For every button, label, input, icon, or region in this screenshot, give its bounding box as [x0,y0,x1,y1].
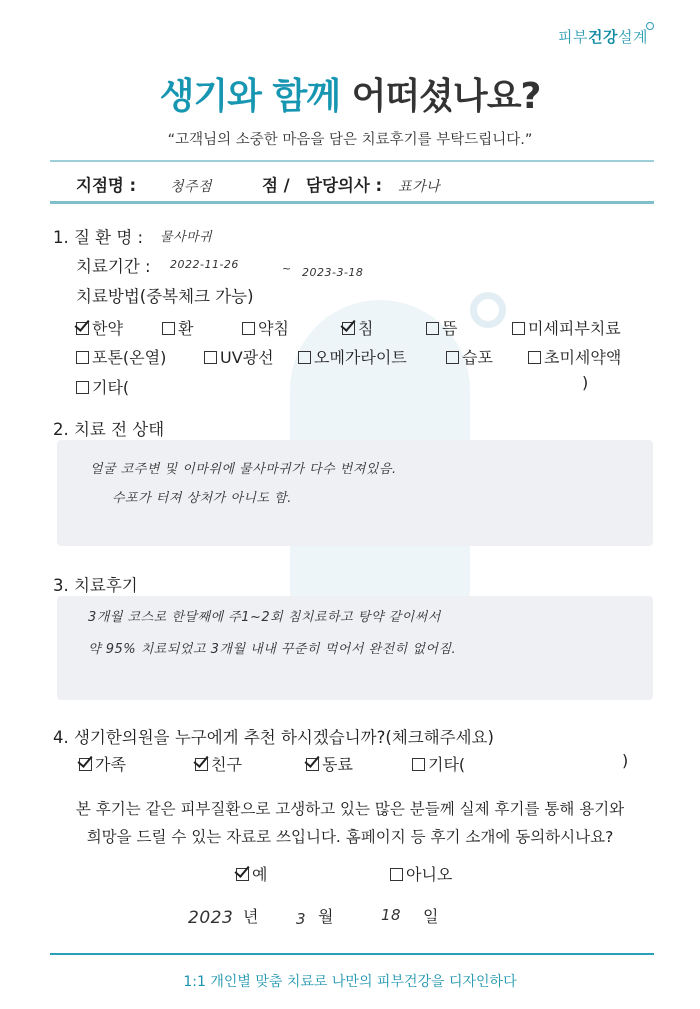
consent-line1: 본 후기는 같은 피부질환으로 고생하고 있는 많은 분들께 실제 후기를 통해 용기와 [75,800,625,818]
doctor-value: 표가나 [398,179,441,195]
section4-label: 4. 생기한의원을 누구에게 추천 하시겠습니까?(체크해주세요) [53,728,494,747]
footer-slogan: 1:1 개인별 맞춤 치료로 나만의 피부건강을 디자인하다 [183,974,517,990]
disease-value: 물사마귀 [160,230,213,245]
consent-line2: 희망을 드릴 수 있는 자료로 쓰입니다. 홈페이지 등 후기 소개에 동의하시나요? [86,828,614,846]
date-day-value: 18 [381,906,402,924]
date-day-label: 일 [423,907,439,926]
checkbox-checked-icon[interactable] [195,758,208,771]
checkbox-icon[interactable] [76,381,89,394]
method-option-other[interactable]: 기타( [76,375,129,398]
checkbox-icon[interactable] [76,351,89,364]
date-month-label: 월 [318,907,334,926]
before-state-line1: 얼굴 코주변 및 이마위에 물사마귀가 다수 번져있음. [90,462,397,477]
recommend-option-family[interactable]: 가족 [79,752,126,775]
checkbox-icon[interactable] [512,322,525,335]
method-option-moxibustion[interactable]: 뜸 [426,316,457,339]
checkbox-icon[interactable] [426,322,439,335]
method-label: 치료방법(중복체크 가능) [76,287,254,306]
checkbox-icon[interactable] [204,351,217,364]
method-option-acupuncture[interactable]: 침 [342,316,373,339]
disease-label: 1. 질 환 명 : [53,228,144,247]
checkbox-checked-icon[interactable] [79,758,92,771]
header-top-rule [50,160,654,162]
period-tilde: ~ [282,262,292,275]
footer-rule [50,953,654,955]
method-option-ultra-micro[interactable]: 초미세약액 [528,345,621,368]
recommend-other-close: ) [622,751,629,770]
method-option-pharmacopuncture[interactable]: 약침 [242,316,289,339]
method-option-herbal[interactable]: 한약 [76,316,123,339]
before-state-line2: 수포가 터져 상처가 아니도 함. [112,491,292,506]
method-option-omega-light[interactable]: 오메가라이트 [298,345,407,368]
branch-value: 청주점 [170,179,213,195]
header-bottom-rule [50,201,654,204]
checkbox-icon[interactable] [446,351,459,364]
date-year-value: 2023 [188,908,234,928]
branch-suffix: 점 / [262,176,290,195]
method-option-compress[interactable]: 습포 [446,345,493,368]
checkbox-checked-icon[interactable] [342,322,355,335]
checkbox-checked-icon[interactable] [76,322,89,335]
method-option-micro-skin[interactable]: 미세피부치료 [512,316,621,339]
page-title: 생기와 함께 어떠셨나요? [159,76,541,117]
recommend-option-colleague[interactable]: 동료 [306,752,353,775]
checkbox-checked-icon[interactable] [236,868,249,881]
watermark-ring [470,292,506,328]
method-option-photon[interactable]: 포톤(온열) [76,345,166,368]
checkbox-icon[interactable] [162,322,175,335]
checkbox-icon[interactable] [412,758,425,771]
consent-no-option[interactable]: 아니오 [390,862,452,885]
subtitle: “고객님의 소중한 마음을 담은 치료후기를 부탁드립니다.” [167,132,533,148]
review-line2: 약 95% 치료되었고 3개월 내내 꾸준히 먹어서 완전히 없어짐. [88,642,457,657]
method-option-uv[interactable]: UV광선 [204,345,274,368]
checkbox-icon[interactable] [298,351,311,364]
brand-logo: 피부건강설계 [558,28,648,46]
method-option-pill[interactable]: 환 [162,316,193,339]
recommend-option-other[interactable]: 기타( [412,752,465,775]
period-label: 치료기간 : [76,257,151,276]
checkbox-checked-icon[interactable] [306,758,319,771]
section3-label: 3. 치료후기 [53,576,138,595]
brand-dot-icon [646,22,654,30]
consent-yes-option[interactable]: 예 [236,862,267,885]
period-start: 2022-11-26 [170,258,239,271]
doctor-label: 담당의사 : [306,176,383,195]
section2-label: 2. 치료 전 상태 [53,420,165,439]
period-end: 2023-3-18 [302,266,364,279]
date-year-label: 년 [243,907,259,926]
method-other-close: ) [582,373,589,392]
checkbox-icon[interactable] [242,322,255,335]
review-line1: 3개월 코스로 한달째에 주1~2회 침치료하고 탕약 같이써서 [88,610,441,625]
checkbox-icon[interactable] [528,351,541,364]
checkbox-icon[interactable] [390,868,403,881]
branch-label: 지점명 : [76,176,137,195]
recommend-option-friend[interactable]: 친구 [195,752,242,775]
date-month-value: 3 [296,910,307,928]
